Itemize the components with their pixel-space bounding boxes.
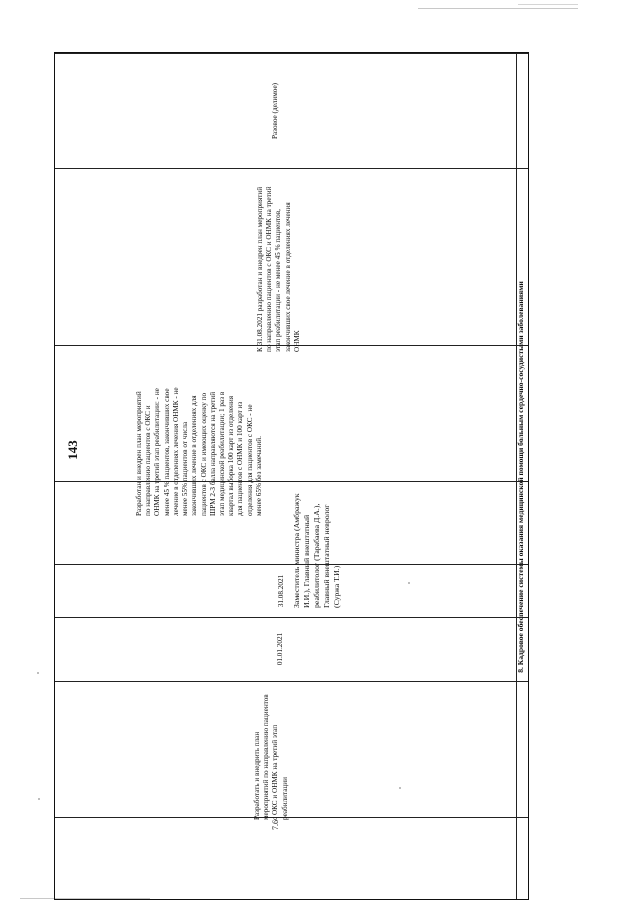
type-cell: Разовое (делимое) (271, 82, 279, 140)
document-table (54, 52, 529, 900)
task-cell: Разработать и внедрить план мероприятий по направлению пациентов с ОКС и ОНМК на третий этап реабилитации (253, 694, 289, 820)
status-cell: К 31.08.2021 разработан и внедрен план мероприятий по направлению пациентов с ОКС и ОНМК на третий этап реабилитации - не менее 45 % пациентов, закончивших свое лечение в отделениях лечения ОНМК (256, 186, 301, 352)
section-title: 8. Кадровое обеспечение системы оказания медицинской помощи больным сердечно-сосудистыми заболеваниями (516, 281, 525, 673)
column-divider (55, 617, 528, 618)
column-divider (55, 681, 528, 682)
scan-speck (38, 798, 40, 800)
expected-result-cell: Разработан и внедрен план мероприятий по направлению пациентов с ОКС и ОНМК на третий этап реабилитации: - не менее 45 % пациентов, закончивших свое лечение в отделениях лечения ОНМК - не менее 55% пациентов от числа закончивших лечение в отделениях для пациентов с ОКС и имеющих оценку по ШРМ 2-3 балла направляются на третий этап медицинской реабилитации; 1 раз в квартал выборка 100 карт из отделения для пациентов с ОНМК и 100 карт из отделения для пациентов с ОКС - не менее 65% без замечаний. (135, 387, 263, 516)
scan-speck (37, 672, 39, 674)
page-number: 143 (65, 440, 80, 460)
column-divider (55, 168, 528, 169)
row-number: 7.6 (271, 820, 280, 830)
start-date-cell: 01.01.2021 (276, 632, 284, 666)
scan-artifact-top (418, 8, 578, 9)
column-divider (55, 53, 528, 54)
end-date-cell: 31.08.2021 (277, 574, 285, 608)
scan-artifact-top-2 (518, 4, 578, 5)
responsible-cell: Заместитель министра (Амбражук И.И.), Главный внештатный реабилитолог (Тарабаева Д.А.), Главный внештатный невролог (Суржа Т.И.) (292, 493, 341, 608)
